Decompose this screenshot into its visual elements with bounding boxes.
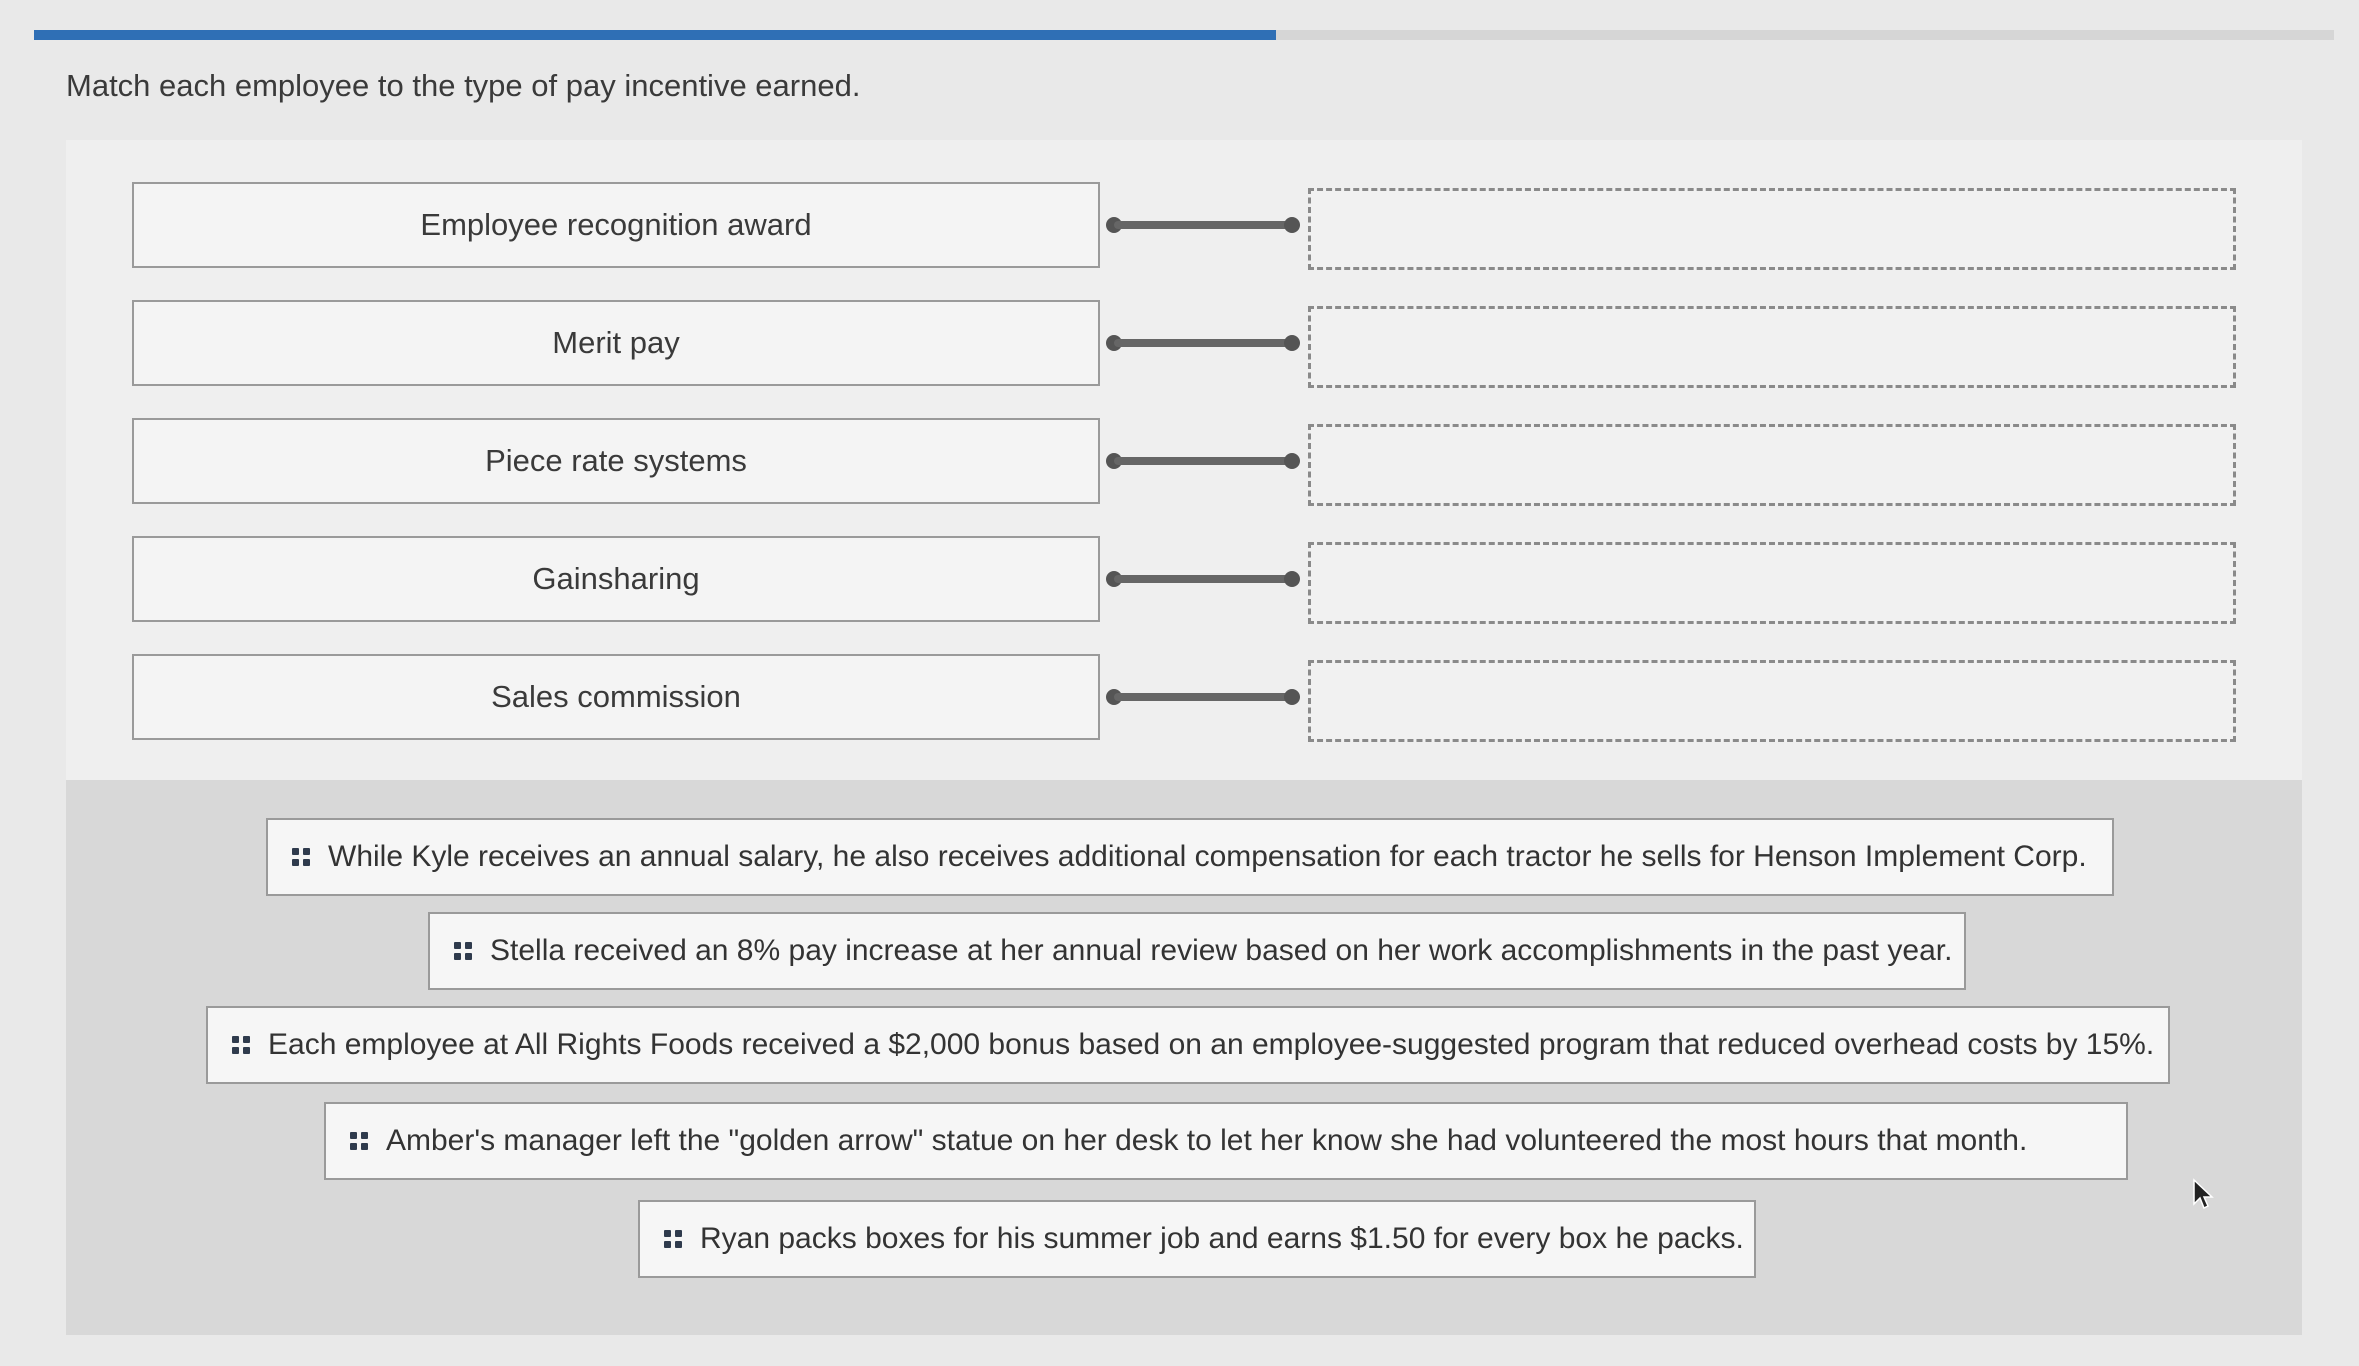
drop-zone[interactable] bbox=[1308, 306, 2236, 388]
category-label: Piece rate systems bbox=[132, 418, 1100, 504]
drag-handle-icon[interactable] bbox=[232, 1036, 250, 1054]
answer-card-kyle[interactable] bbox=[266, 818, 2114, 896]
connector bbox=[1106, 455, 1300, 467]
category-label: Sales commission bbox=[132, 654, 1100, 740]
drag-handle-icon[interactable] bbox=[664, 1230, 682, 1248]
answer-card-text: Ryan packs boxes for his summer job and earns $1.50 for every box he packs. bbox=[700, 1222, 1744, 1255]
connector bbox=[1106, 219, 1300, 231]
answer-card-text: While Kyle receives an annual salary, he also receives additional compensation for each tractor he sells for Henson Implement Corp. bbox=[328, 840, 2087, 873]
answer-card-text: Stella received an 8% pay increase at her annual review based on her work accomplishments in the past year. bbox=[490, 934, 1953, 967]
match-row bbox=[132, 418, 2312, 506]
matching-panel bbox=[66, 140, 2302, 1335]
mouse-pointer-icon bbox=[2192, 1178, 2216, 1214]
category-label: Merit pay bbox=[132, 300, 1100, 386]
answer-card-text: Amber's manager left the "golden arrow" statue on her desk to let her know she had volunteered the most hours that month. bbox=[386, 1124, 2028, 1157]
answer-card-all-rights-foods[interactable] bbox=[206, 1006, 2170, 1084]
answer-card-text: Each employee at All Rights Foods received a $2,000 bonus based on an employee-suggested program that reduced overhead costs by 15%. bbox=[268, 1028, 2155, 1061]
drop-zone[interactable] bbox=[1308, 188, 2236, 270]
category-label: Employee recognition award bbox=[132, 182, 1100, 268]
answer-card-stella[interactable] bbox=[428, 912, 1966, 990]
match-row bbox=[132, 300, 2312, 388]
question-prompt: Match each employee to the type of pay incentive earned. bbox=[66, 68, 861, 103]
drag-handle-icon[interactable] bbox=[454, 942, 472, 960]
match-row bbox=[132, 536, 2312, 624]
match-area bbox=[66, 140, 2302, 780]
answer-card-ryan[interactable] bbox=[638, 1200, 1756, 1278]
drop-zone[interactable] bbox=[1308, 424, 2236, 506]
connector bbox=[1106, 337, 1300, 349]
drop-zone[interactable] bbox=[1308, 660, 2236, 742]
connector bbox=[1106, 573, 1300, 585]
answer-card-amber[interactable] bbox=[324, 1102, 2128, 1180]
answer-bank bbox=[66, 780, 2302, 1335]
drag-handle-icon[interactable] bbox=[350, 1132, 368, 1150]
match-row bbox=[132, 654, 2312, 742]
progress-fill bbox=[34, 30, 1276, 40]
match-row bbox=[132, 182, 2312, 270]
progress-bar bbox=[34, 30, 2334, 40]
drop-zone[interactable] bbox=[1308, 542, 2236, 624]
category-label: Gainsharing bbox=[132, 536, 1100, 622]
connector bbox=[1106, 691, 1300, 703]
drag-handle-icon[interactable] bbox=[292, 848, 310, 866]
